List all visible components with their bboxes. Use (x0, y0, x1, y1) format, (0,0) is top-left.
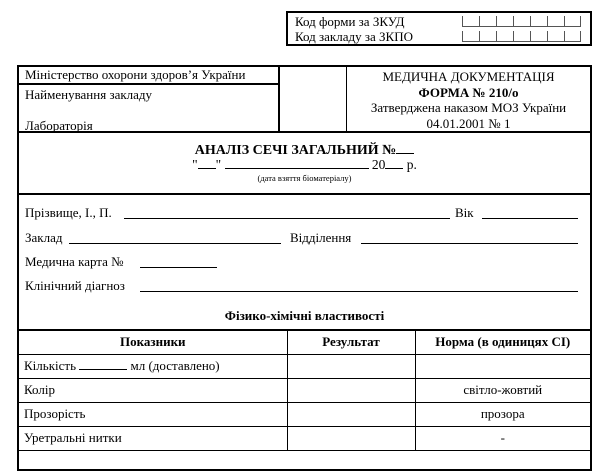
table-row (19, 426, 590, 450)
year-prefix: 20 (371, 157, 386, 172)
table-row (19, 402, 590, 426)
institution-code-label: Код закладу за ЗКПО (295, 29, 413, 44)
ministry-label: Міністерство охорони здоров’я України (19, 67, 278, 85)
title-section (19, 133, 590, 195)
surname-field[interactable] (124, 218, 450, 219)
code-cell[interactable] (564, 16, 581, 27)
code-cell[interactable] (547, 31, 564, 42)
quote-open: " (192, 157, 198, 172)
form-number: ФОРМА № 210/о (418, 84, 519, 100)
result-cell[interactable] (287, 426, 415, 450)
header-indicators: Показники (19, 330, 287, 354)
header-norm: Норма (в одиницях СІ) (415, 330, 590, 354)
norm-cell: прозора (415, 402, 590, 426)
section-title: Фізико-хімічні властивості (224, 308, 385, 323)
code-cell[interactable] (530, 31, 547, 42)
code-cell[interactable] (564, 31, 581, 42)
institution-code-cells[interactable] (462, 31, 581, 43)
form-info-block (347, 67, 590, 133)
form-title-text: АНАЛІЗ СЕЧІ ЗАГАЛЬНИЙ № (194, 143, 397, 158)
date-hint: (дата взяття біоматеріалу) (257, 173, 352, 183)
medical-card-field[interactable] (140, 267, 217, 268)
result-cell[interactable] (287, 378, 415, 402)
approved-by: Затверджена наказом МОЗ України (370, 100, 567, 115)
form-header (17, 65, 592, 133)
code-cell[interactable] (479, 16, 496, 27)
institution-label: Заклад (25, 230, 63, 245)
quote-close: " (215, 157, 222, 172)
form-code-label: Код форми за ЗКУД (295, 14, 405, 29)
code-cell[interactable] (513, 31, 530, 42)
analysis-number-field[interactable] (396, 141, 414, 154)
year-suffix: р. (406, 157, 417, 172)
institution-field[interactable] (69, 243, 281, 244)
age-label: Вік (455, 205, 474, 220)
table-header-row (19, 330, 590, 354)
code-cell[interactable] (462, 16, 479, 27)
quantity-ml-field[interactable] (79, 358, 127, 370)
code-cell[interactable] (479, 31, 496, 42)
diagnosis-label: Клінічний діагноз (25, 278, 125, 293)
code-cell[interactable] (496, 31, 513, 42)
header-result: Результат (287, 330, 415, 354)
medical-card-label: Медична карта № (25, 254, 124, 269)
norm-cell: - (415, 426, 590, 450)
institution-name-label: Найменування закладу (25, 87, 153, 102)
table-row (19, 378, 590, 402)
indicator-quantity: Кількість мл (доставлено) (19, 354, 287, 378)
norm-cell: світло-жовтий (415, 378, 590, 402)
code-cell[interactable] (513, 16, 530, 27)
indicator-color: Колір (19, 378, 287, 402)
form-code-cells[interactable] (462, 16, 581, 28)
institution-block (19, 67, 280, 133)
department-label: Відділення (290, 230, 352, 245)
result-cell[interactable] (287, 354, 415, 378)
day-field[interactable] (198, 156, 216, 169)
properties-table (19, 329, 590, 451)
doc-type: МЕДИЧНА ДОКУМЕНТАЦІЯ (382, 69, 555, 84)
department-field[interactable] (361, 243, 578, 244)
code-cell[interactable] (547, 16, 564, 27)
table-row (19, 354, 590, 378)
indicator-urethral-threads: Уретральні нитки (19, 426, 287, 450)
laboratory-label: Лабораторія (25, 118, 93, 133)
indicator-transparency: Прозорість (19, 402, 287, 426)
surname-label: Прізвище, І., П. (25, 205, 112, 220)
year-field[interactable] (385, 156, 403, 169)
code-cell[interactable] (462, 31, 479, 42)
diagnosis-field[interactable] (140, 291, 578, 292)
result-cell[interactable] (287, 402, 415, 426)
code-cell[interactable] (496, 16, 513, 27)
codes-box (286, 11, 592, 46)
norm-cell (415, 354, 590, 378)
month-field[interactable] (225, 156, 369, 169)
age-field[interactable] (482, 218, 578, 219)
form-body (17, 131, 592, 471)
approval-date: 04.01.2001 № 1 (426, 115, 511, 131)
code-cell[interactable] (530, 16, 547, 27)
header-blank-cell (280, 67, 347, 133)
date-line (19, 156, 590, 173)
